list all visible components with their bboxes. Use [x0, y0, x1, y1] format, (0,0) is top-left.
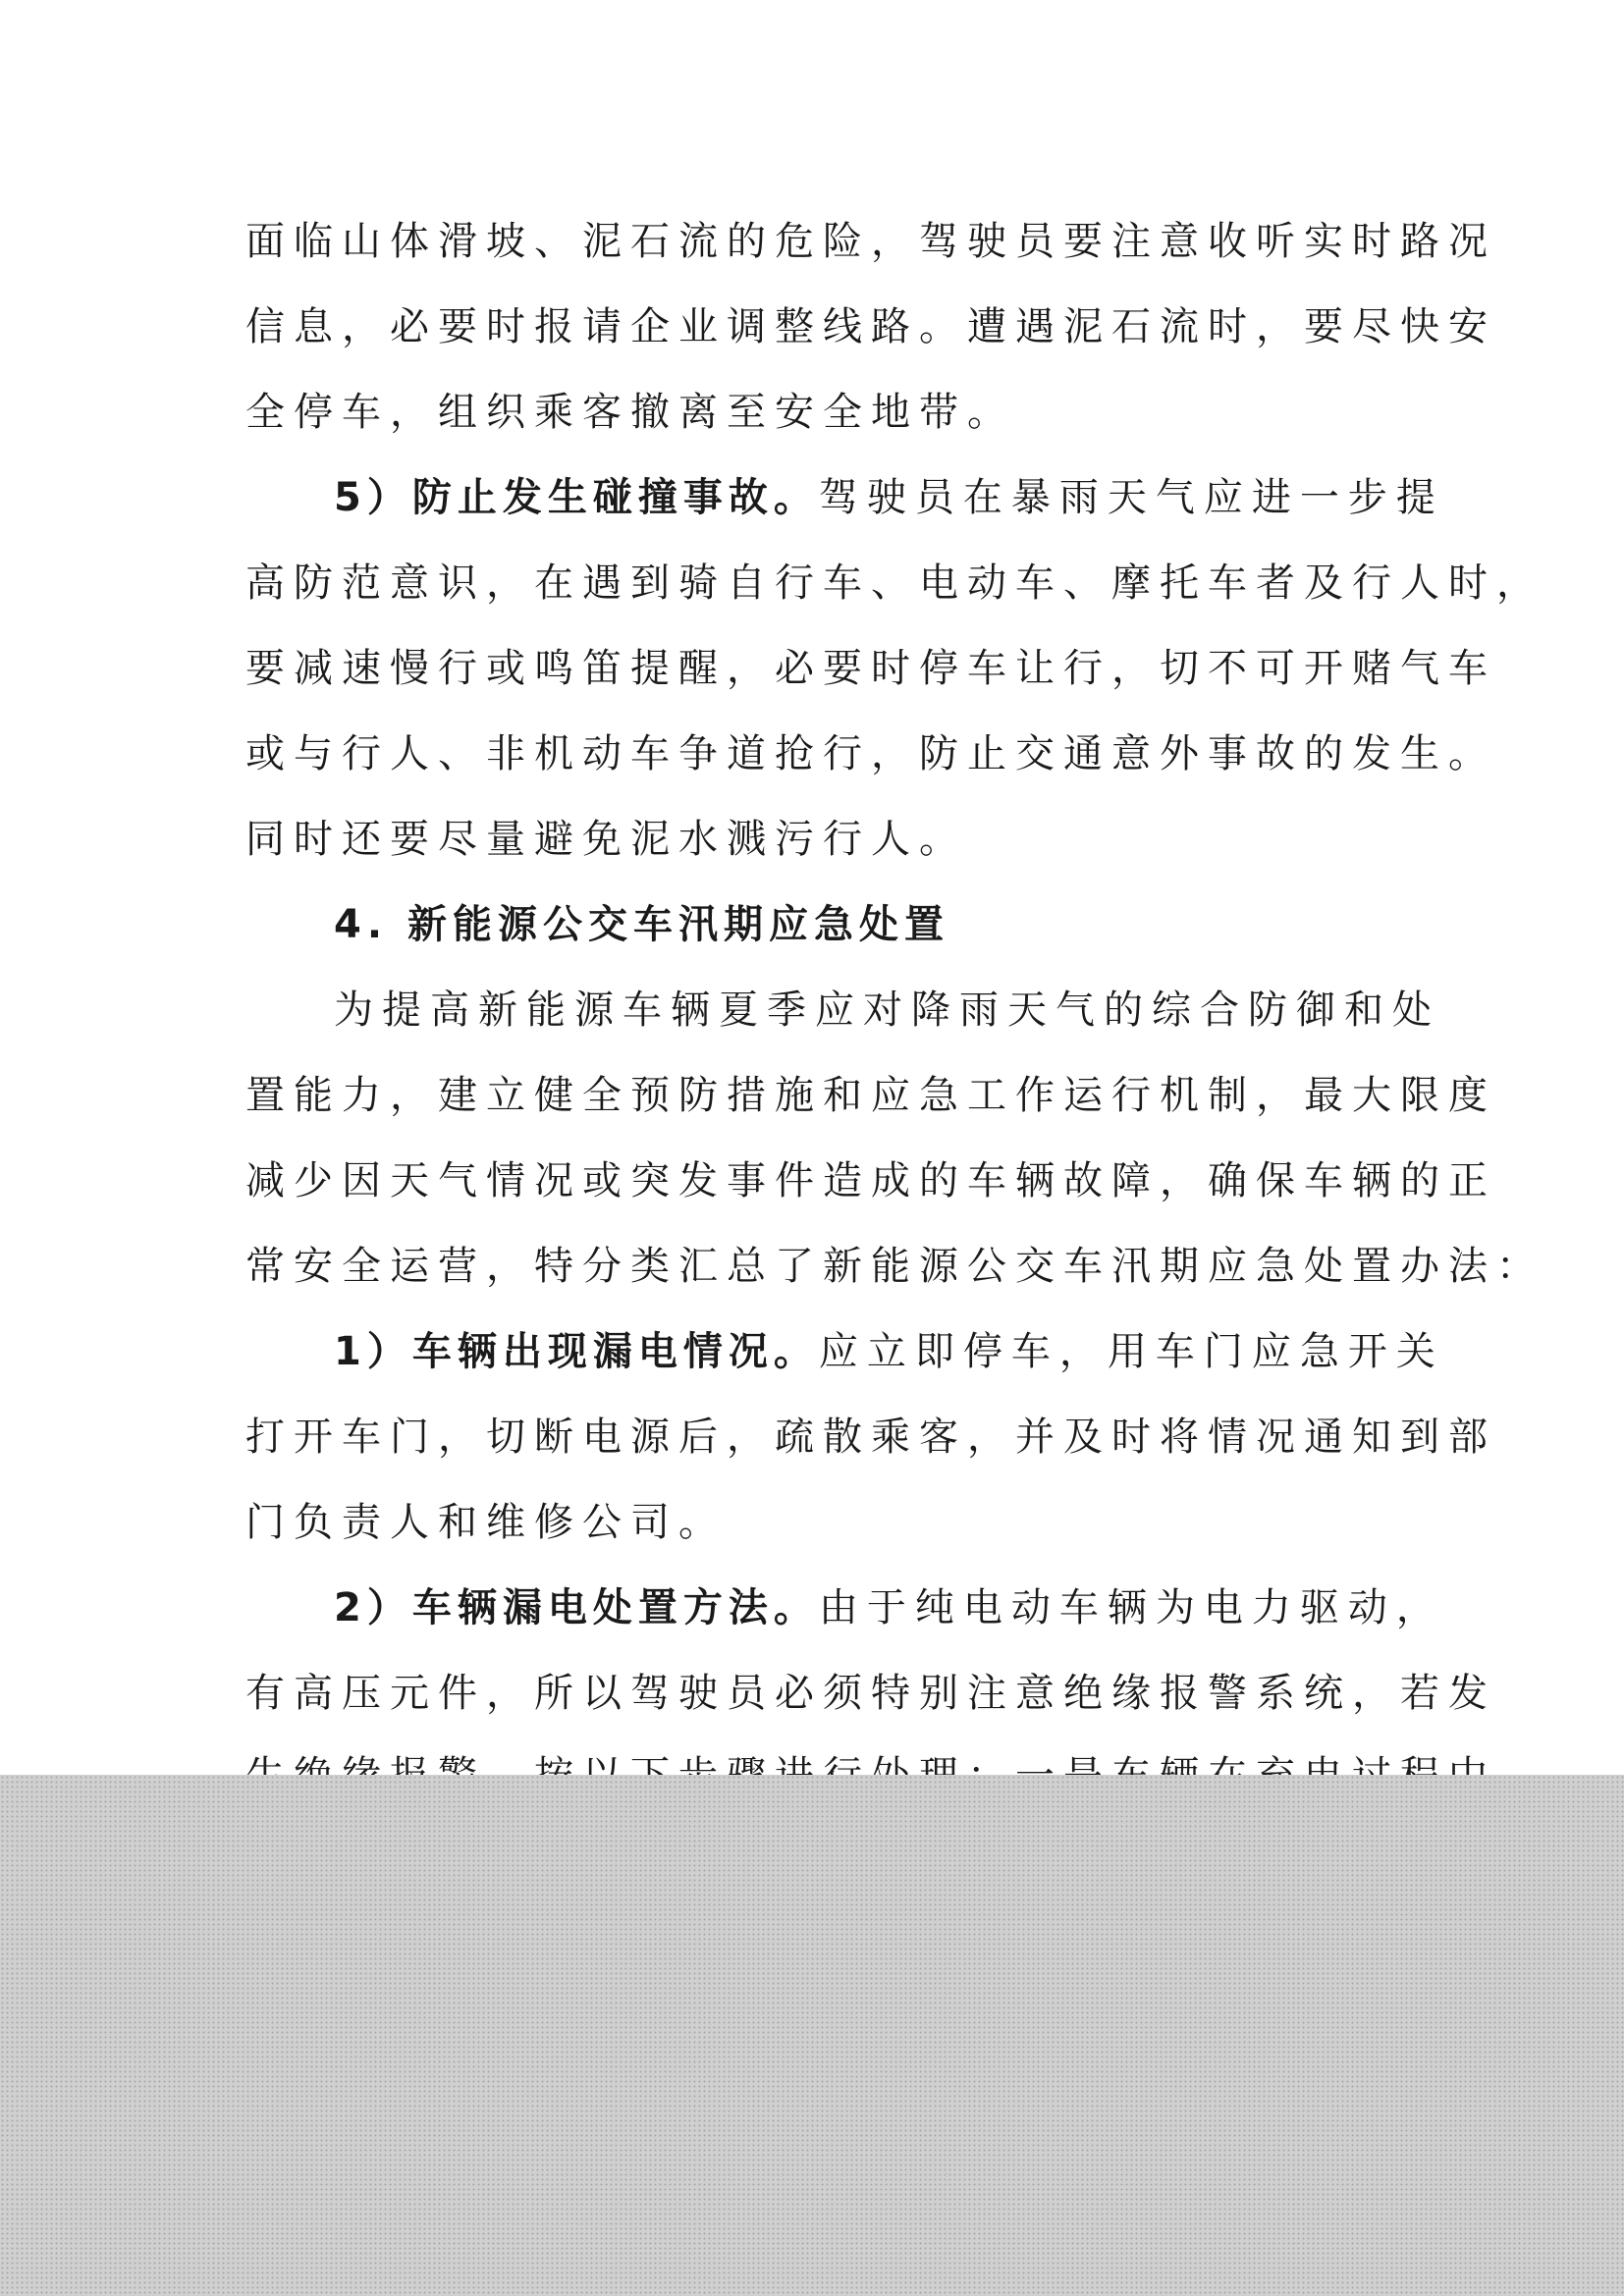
paragraph-line: 打开车门，切断电源后，疏散乘客，并及时将情况通知到部 [245, 1415, 1496, 1460]
section-heading: 4. 新能源公交车汛期应急处置 [334, 902, 949, 947]
paragraph-line: 门负责人和维修公司。 [245, 1500, 727, 1545]
list-item-text: 由于纯电动车辆为电力驱动， [818, 1585, 1444, 1630]
paragraph-line: 要减速慢行或鸣笛提醒，必要时停车让行，切不可开赌气车 [245, 646, 1496, 691]
list-item-leakage [334, 1328, 1444, 1375]
paragraph-line: 或与行人、非机动车争道抢行，防止交通意外事故的发生。 [245, 731, 1496, 776]
paragraph-line: 常安全运营，特分类汇总了新能源公交车汛期应急处置办法： [245, 1244, 1544, 1289]
paragraph-line: 面临山体滑坡、泥石流的危险，驾驶员要注意收听实时路况 [245, 219, 1496, 264]
list-item-leakage-handling [334, 1584, 1444, 1631]
occlusion-overlay [0, 1775, 1624, 2296]
paragraph-line: 有高压元件，所以驾驶员必须特别注意绝缘报警系统，若发 [245, 1671, 1496, 1716]
paragraph-line: 置能力，建立健全预防措施和应急工作运行机制，最大限度 [245, 1073, 1496, 1118]
list-item-lead: 2）车辆漏电处置方法。 [334, 1585, 819, 1630]
list-item-lead: 1）车辆出现漏电情况。 [334, 1329, 819, 1374]
paragraph-line: 全停车，组织乘客撤离至安全地带。 [245, 390, 1015, 435]
paragraph-line: 减少因天气情况或突发事件造成的车辆故障，确保车辆的正 [245, 1158, 1496, 1203]
list-item-text: 驾驶员在暴雨天气应进一步提 [818, 475, 1444, 520]
list-item-lead: 5）防止发生碰撞事故。 [334, 475, 819, 520]
paragraph-line: 信息，必要时报请企业调整线路。遭遇泥石流时，要尽快安 [245, 304, 1496, 349]
list-item-collision [334, 474, 1444, 521]
paragraph-line: 高防范意识，在遇到骑自行车、电动车、摩托车者及行人时， [245, 561, 1544, 606]
list-item-text: 应立即停车，用车门应急开关 [818, 1329, 1444, 1374]
paragraph-line: 同时还要尽量避免泥水溅污行人。 [245, 817, 967, 862]
paragraph-line: 为提高新能源车辆夏季应对降雨天气的综合防御和处 [334, 988, 1440, 1033]
